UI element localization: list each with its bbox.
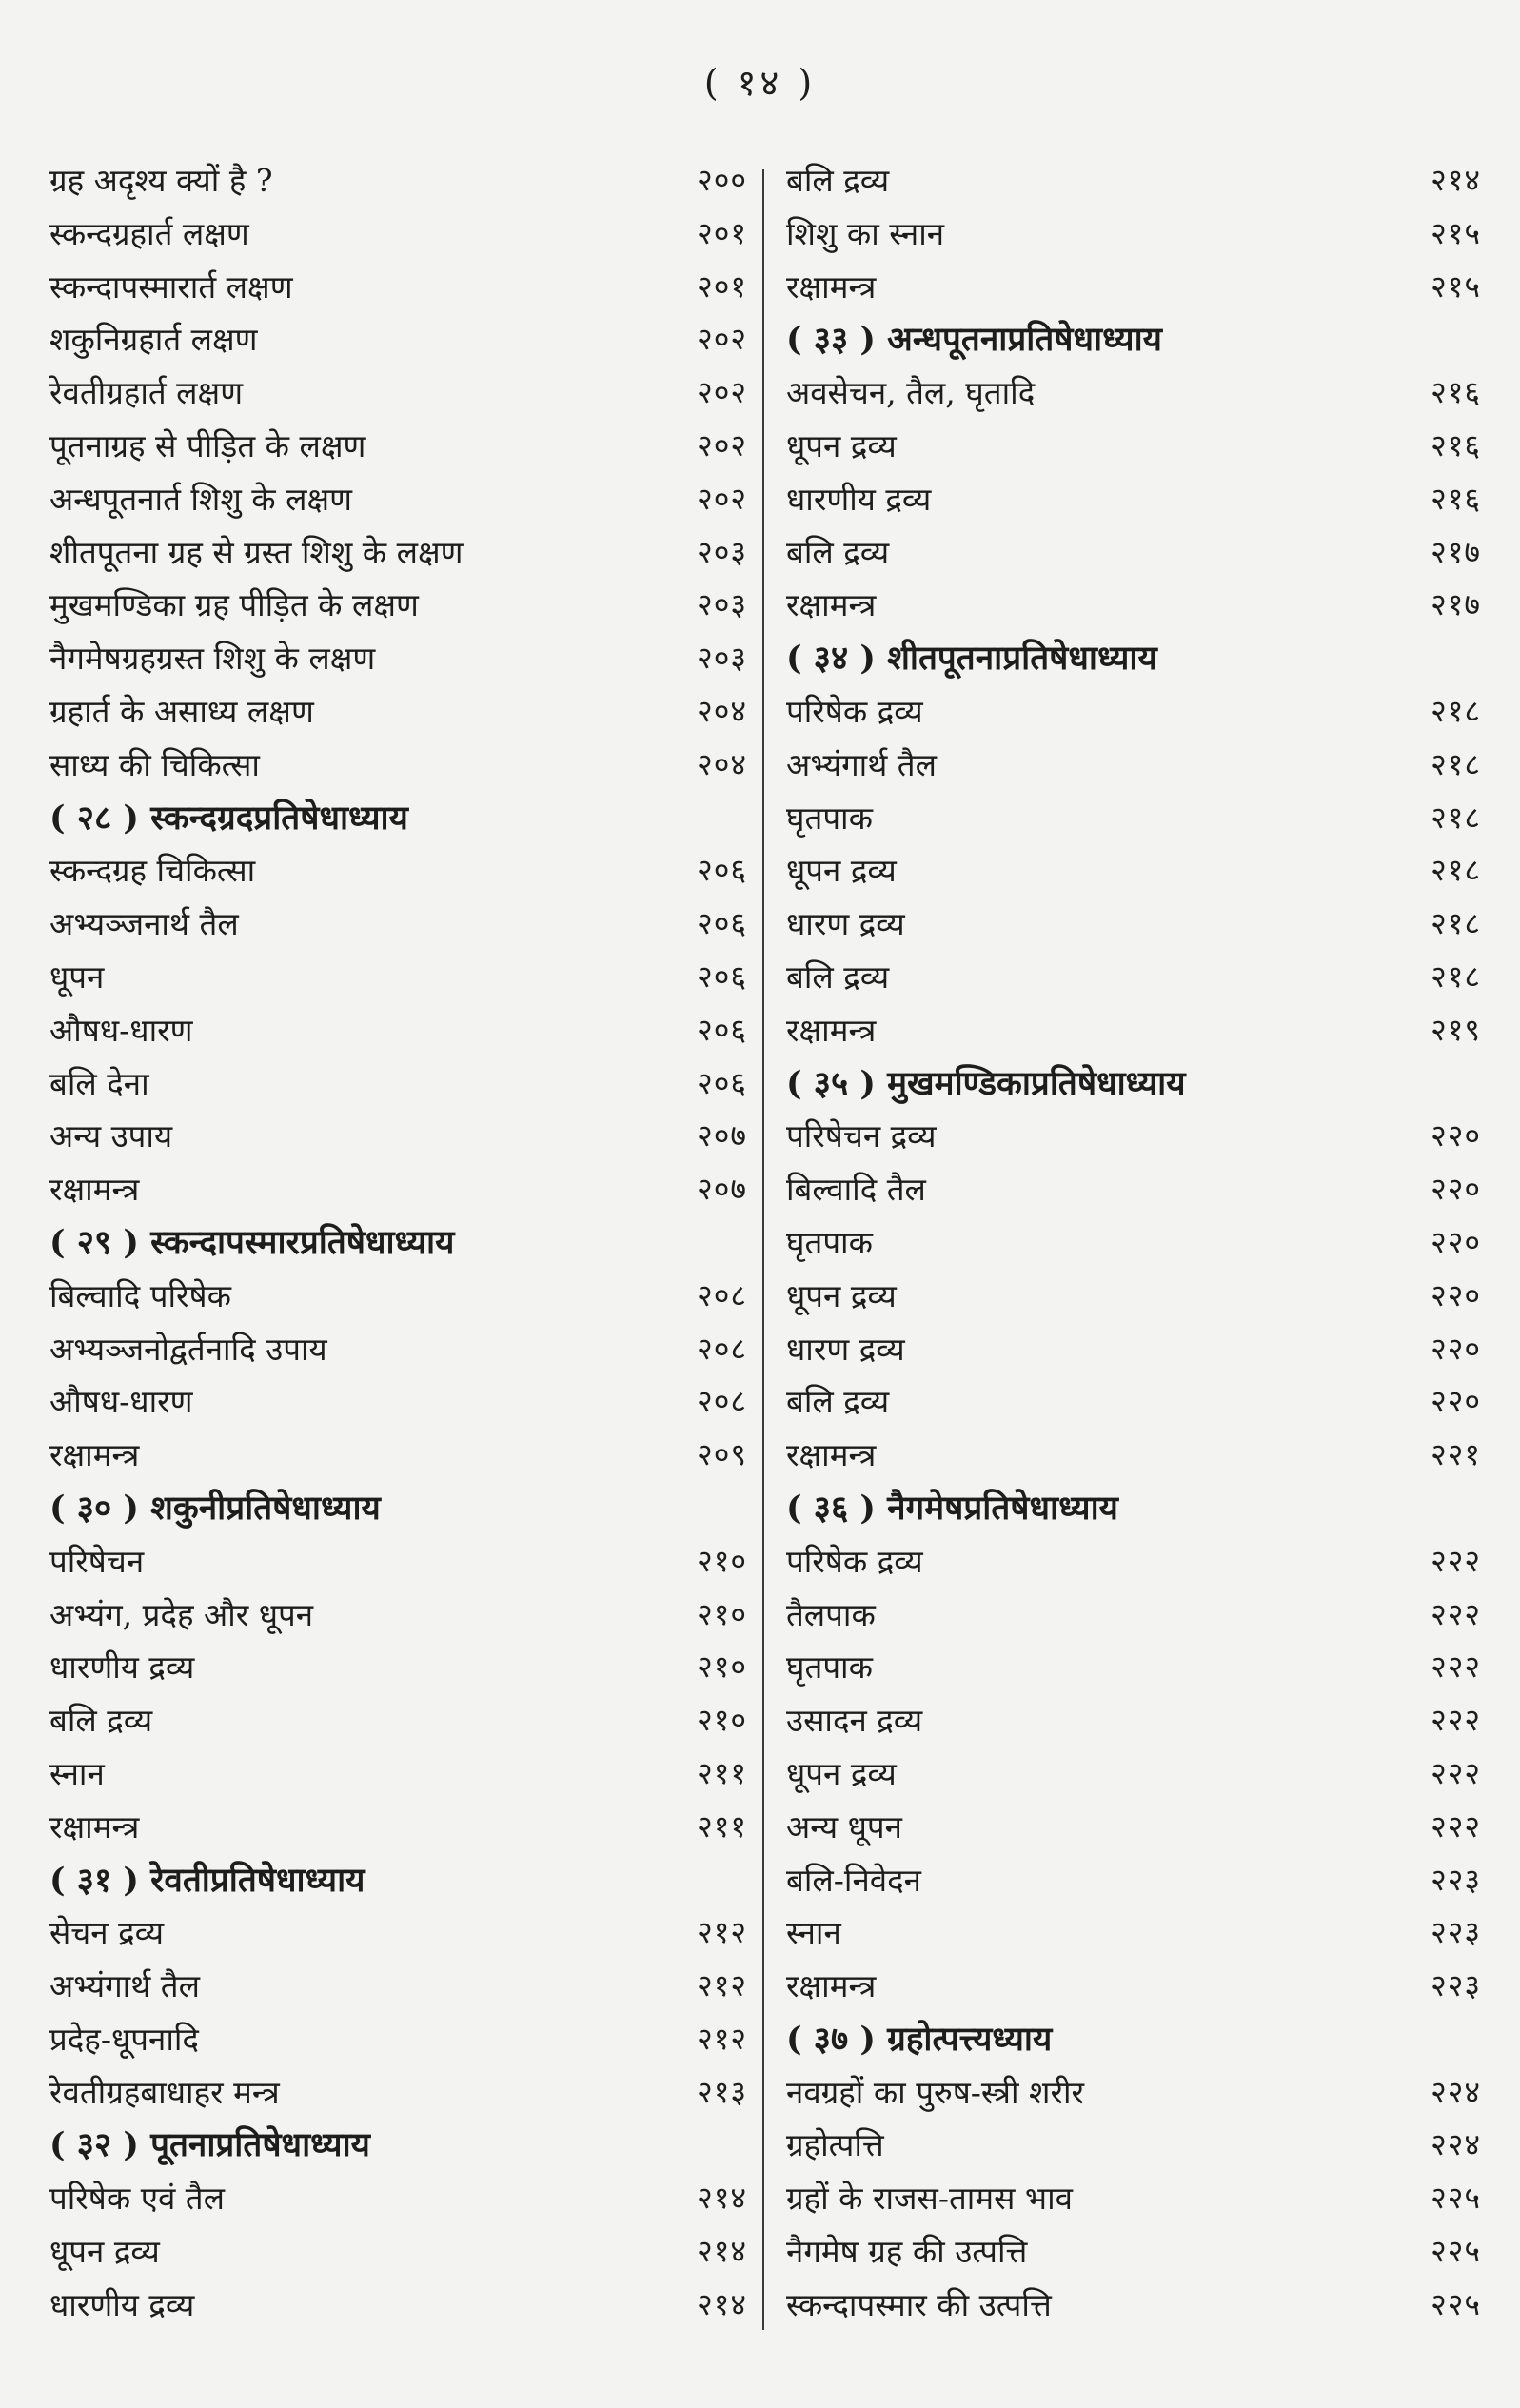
entry-title: बलि देना <box>49 1064 149 1102</box>
toc-entry <box>49 2013 747 2066</box>
entry-page-number: २१४ <box>697 2180 747 2217</box>
toc-entry <box>786 685 1481 739</box>
toc-entry <box>49 1323 747 1376</box>
entry-title: रक्षामन्त्र <box>49 1436 140 1474</box>
entry-title: घृतपाक <box>786 799 873 837</box>
entry-title: बलि द्रव्य <box>786 533 890 571</box>
toc-entry <box>49 2066 747 2120</box>
toc-entry <box>786 951 1481 1004</box>
entry-title: सेचन द्रव्य <box>49 1914 165 1952</box>
toc-entry <box>49 1535 747 1589</box>
entry-title: धूपन <box>49 957 105 996</box>
toc-entry <box>786 1429 1481 1482</box>
entry-page-number: २१६ <box>1431 374 1481 411</box>
entry-page-number: २०८ <box>697 1330 747 1367</box>
entry-page-number: २०२ <box>697 480 747 517</box>
entry-title: बलि द्रव्य <box>786 162 890 199</box>
entry-page-number: २१८ <box>1431 692 1481 729</box>
entry-page-number: २१४ <box>697 2285 747 2322</box>
toc-entry <box>49 1906 747 1960</box>
toc-entry <box>49 739 747 792</box>
entry-title: साध्य की चिकित्सा <box>49 745 260 783</box>
entry-title: परिषेक द्रव्य <box>786 692 923 730</box>
entry-title: धूपन द्रव्य <box>49 2233 160 2271</box>
entry-title: अभ्यंगार्थ तैल <box>49 1967 200 2005</box>
entry-page-number: २०३ <box>697 586 747 623</box>
entry-title: बलि-निवेदन <box>786 1861 921 1899</box>
chapter-title: ( ३० ) शकुनीप्रतिषेधाध्याय <box>49 1488 381 1528</box>
entry-page-number: २१२ <box>697 2020 747 2057</box>
entry-title: ग्रहोत्पत्ति <box>786 2126 884 2164</box>
entry-page-number: २१८ <box>1431 905 1481 942</box>
toc-entry <box>49 1960 747 2013</box>
entry-title: प्रदेह-धूपनादि <box>49 2020 199 2058</box>
toc-entry <box>786 1801 1481 1854</box>
entry-title: रेवतीग्रहबाधाहर मन्त्र <box>49 2073 280 2111</box>
toc-entry <box>786 898 1481 951</box>
toc-entry <box>49 898 747 951</box>
entry-page-number: २०१ <box>697 214 747 251</box>
entry-page-number: २०६ <box>697 1064 747 1101</box>
entry-page-number: २०८ <box>697 1276 747 1313</box>
entry-title: धूपन द्रव्य <box>786 1754 897 1792</box>
toc-entry <box>786 792 1481 845</box>
toc-entry <box>786 2066 1481 2120</box>
toc-entry <box>49 685 747 739</box>
entry-page-number: २१९ <box>1431 1011 1481 1048</box>
entry-title: धूपन द्रव्य <box>786 1276 897 1314</box>
toc-entry <box>786 207 1481 261</box>
toc-entry <box>786 1641 1481 1694</box>
entry-title: घृतपाक <box>786 1648 873 1687</box>
entry-title: परिषेचन <box>49 1542 145 1580</box>
entry-title: शकुनिग्रहार्त लक्षण <box>49 321 258 359</box>
entry-title: स्कन्दापस्मार की उत्पत्ति <box>786 2285 1052 2323</box>
entry-page-number: २०६ <box>697 957 747 995</box>
entry-title: बलि द्रव्य <box>786 1383 890 1421</box>
entry-title: औषध-धारण <box>49 1011 193 1049</box>
entry-title: रक्षामन्त्र <box>786 1011 877 1049</box>
toc-entry <box>49 1110 747 1163</box>
entry-title: स्कन्दग्रहार्त लक्षण <box>49 214 249 252</box>
entry-page-number: २०० <box>697 162 747 198</box>
entry-title: धारण द्रव्य <box>786 1330 905 1368</box>
entry-title: स्नान <box>786 1914 841 1952</box>
toc-entry <box>49 1429 747 1482</box>
entry-page-number: २०७ <box>697 1117 747 1155</box>
toc-entry <box>49 1163 747 1216</box>
entry-title: औषध-धारण <box>49 1383 193 1421</box>
chapter-heading <box>49 2119 747 2172</box>
toc-entry <box>49 261 747 314</box>
entry-page-number: २२० <box>1431 1276 1481 1313</box>
entry-page-number: २०२ <box>697 374 747 411</box>
entry-title: नैगमेष ग्रह की उत्पत्ति <box>786 2233 1028 2271</box>
entry-title: तैलपाक <box>786 1595 876 1633</box>
entry-title: ग्रहार्त के असाध्य लक्षण <box>49 692 314 730</box>
toc-entry <box>49 1747 747 1801</box>
entry-page-number: २२२ <box>1431 1807 1481 1845</box>
toc-entry <box>786 2119 1481 2172</box>
toc-entry <box>49 207 747 261</box>
entry-title: धारणीय द्रव्य <box>786 480 932 518</box>
toc-right-column <box>786 154 1481 2332</box>
toc-entry <box>786 1110 1481 1163</box>
toc-left-column <box>49 154 747 2332</box>
toc-entry <box>786 526 1481 580</box>
toc-entry <box>786 1854 1481 1907</box>
entry-title: उसादन द्रव्य <box>786 1702 923 1740</box>
entry-page-number: २१४ <box>697 2233 747 2270</box>
entry-page-number: २२० <box>1431 1171 1481 1208</box>
entry-title: नवग्रहों का पुरुष-स्त्री शरीर <box>786 2073 1084 2111</box>
entry-page-number: २१० <box>697 1648 747 1686</box>
entry-title: अन्य धूपन <box>786 1807 902 1845</box>
entry-title: धारणीय द्रव्य <box>49 1648 195 1687</box>
toc-entry <box>49 951 747 1004</box>
toc-entry <box>49 420 747 473</box>
entry-page-number: २०२ <box>697 321 747 358</box>
entry-title: अन्धपूतनार्त शिशु के लक्षण <box>49 480 353 518</box>
entry-page-number: २२० <box>1431 1330 1481 1367</box>
entry-page-number: २२३ <box>1431 1861 1481 1898</box>
entry-title: परिषेक एवं तैल <box>49 2180 225 2218</box>
entry-page-number: २१२ <box>697 1967 747 2004</box>
toc-entry <box>786 473 1481 526</box>
entry-page-number: २१६ <box>1431 480 1481 517</box>
toc-entry <box>786 261 1481 314</box>
toc-entry <box>786 1270 1481 1323</box>
entry-title: ग्रह अदृश्य क्यों है ? <box>49 162 273 199</box>
entry-title: मुखमण्डिका ग्रह पीड़ित के लक्षण <box>49 586 419 624</box>
entry-title: घृतपाक <box>786 1223 873 1261</box>
chapter-heading <box>49 1482 747 1535</box>
entry-page-number: २११ <box>697 1807 747 1845</box>
entry-title: रक्षामन्त्र <box>49 1171 140 1209</box>
chapter-title: ( ३१ ) रेवतीप्रतिषेधाध्याय <box>49 1860 365 1900</box>
entry-title: रक्षामन्त्र <box>786 586 877 624</box>
entry-page-number: २२५ <box>1431 2233 1481 2270</box>
entry-page-number: २२१ <box>1431 1436 1481 1473</box>
chapter-heading <box>49 1216 747 1270</box>
entry-page-number: २२३ <box>1431 1914 1481 1951</box>
entry-page-number: २२२ <box>1431 1595 1481 1632</box>
toc-entry <box>49 526 747 580</box>
toc-entry <box>786 1323 1481 1376</box>
entry-title: अभ्यञ्जनोद्वर्तनादि उपाय <box>49 1330 327 1368</box>
chapter-heading <box>49 1854 747 1907</box>
column-divider <box>762 169 764 2330</box>
entry-title: अभ्यंग, प्रदेह और धूपन <box>49 1595 314 1633</box>
chapter-title: ( ३६ ) नैगमेषप्रतिषेधाध्याय <box>786 1488 1118 1528</box>
entry-page-number: २०६ <box>697 852 747 889</box>
chapter-title: ( २९ ) स्कन्दापस्मारप्रतिषेधाध्याय <box>49 1222 455 1262</box>
entry-page-number: २२२ <box>1431 1754 1481 1791</box>
toc-entry <box>49 1694 747 1747</box>
chapter-heading <box>786 1482 1481 1535</box>
entry-title: धारण द्रव्य <box>786 905 905 943</box>
page-number: ( १४ ) <box>703 62 817 104</box>
toc-entry <box>786 420 1481 473</box>
entry-page-number: २१८ <box>1431 799 1481 836</box>
toc-entry <box>786 579 1481 632</box>
toc-entry <box>786 1694 1481 1747</box>
entry-page-number: २२३ <box>1431 1967 1481 2004</box>
entry-title: धारणीय द्रव्य <box>49 2285 195 2323</box>
entry-page-number: २११ <box>697 1754 747 1791</box>
entry-title: परिषेचन द्रव्य <box>786 1117 937 1155</box>
entry-title: धूपन द्रव्य <box>786 852 897 890</box>
entry-title: शिशु का स्नान <box>786 214 945 252</box>
entry-title: रक्षामन्त्र <box>786 1967 877 2005</box>
entry-page-number: २२४ <box>1431 2126 1481 2163</box>
toc-entry <box>49 2172 747 2225</box>
chapter-title: ( ३४ ) शीतपूतनाप्रतिषेधाध्याय <box>786 639 1157 679</box>
entry-title: स्कन्दग्रह चिकित्सा <box>49 852 256 890</box>
toc-entry <box>786 739 1481 792</box>
toc-entry <box>786 2225 1481 2279</box>
entry-page-number: २२२ <box>1431 1542 1481 1579</box>
entry-title: अभ्यञ्जनार्थ तैल <box>49 905 239 943</box>
entry-page-number: २१८ <box>1431 745 1481 782</box>
entry-title: अभ्यंगार्थ तैल <box>786 745 937 783</box>
toc-entry <box>786 1004 1481 1057</box>
toc-entry <box>786 1747 1481 1801</box>
entry-page-number: २१७ <box>1431 533 1481 570</box>
entry-page-number: २०६ <box>697 905 747 942</box>
entry-page-number: २१५ <box>1431 214 1481 251</box>
toc-entry <box>786 1216 1481 1270</box>
chapter-title: ( २८ ) स्कन्दग्रदप्रतिषेधाध्याय <box>49 798 408 838</box>
toc-entry <box>49 1057 747 1111</box>
entry-page-number: २२० <box>1431 1383 1481 1420</box>
toc-entry <box>49 632 747 685</box>
entry-title: स्नान <box>49 1754 105 1792</box>
entry-title: रेवतीग्रहार्त लक्षण <box>49 374 244 412</box>
chapter-title: ( ३२ ) पूतनाप्रतिषेधाध्याय <box>49 2125 370 2165</box>
entry-page-number: २०८ <box>697 1383 747 1420</box>
chapter-heading <box>786 632 1481 685</box>
toc-entry <box>49 2279 747 2332</box>
entry-title: अन्य उपाय <box>49 1117 173 1155</box>
toc-entry <box>786 1960 1481 2013</box>
entry-page-number: २१५ <box>1431 267 1481 305</box>
chapter-title: ( ३७ ) ग्रहोत्पत्त्यध्याय <box>786 2019 1053 2059</box>
toc-entry <box>49 1801 747 1854</box>
entry-page-number: २०४ <box>697 692 747 729</box>
entry-page-number: २०७ <box>697 1171 747 1208</box>
entry-title: बिल्वादि तैल <box>786 1171 926 1209</box>
entry-page-number: २०३ <box>697 533 747 570</box>
toc-entry <box>49 1004 747 1057</box>
toc-entry <box>49 2225 747 2279</box>
entry-page-number: २१२ <box>697 1914 747 1951</box>
toc-entry <box>786 1163 1481 1216</box>
entry-page-number: २२५ <box>1431 2180 1481 2217</box>
entry-page-number: २१३ <box>697 2073 747 2110</box>
toc-entry <box>786 1535 1481 1589</box>
entry-title: शीतपूतना ग्रह से ग्रस्त शिशु के लक्षण <box>49 533 464 571</box>
toc-entry <box>49 1375 747 1429</box>
toc-entry <box>786 366 1481 420</box>
toc-entry <box>786 154 1481 207</box>
entry-page-number: २२२ <box>1431 1702 1481 1739</box>
toc-entry <box>49 1589 747 1642</box>
chapter-heading <box>786 313 1481 366</box>
toc-entry <box>49 154 747 207</box>
entry-page-number: २२२ <box>1431 1648 1481 1686</box>
entry-title: परिषेक द्रव्य <box>786 1542 923 1580</box>
entry-page-number: २०४ <box>697 745 747 782</box>
toc-entry <box>49 579 747 632</box>
toc-entry <box>786 844 1481 898</box>
entry-page-number: २०१ <box>697 267 747 305</box>
entry-title: बलि द्रव्य <box>786 957 890 996</box>
entry-title: अवसेचन, तैल, घृतादि <box>786 374 1036 412</box>
toc-entry <box>786 1906 1481 1960</box>
chapter-heading <box>786 2013 1481 2066</box>
entry-page-number: २१६ <box>1431 426 1481 464</box>
entry-page-number: २०३ <box>697 640 747 677</box>
entry-title: रक्षामन्त्र <box>786 1436 877 1474</box>
entry-page-number: २२५ <box>1431 2285 1481 2322</box>
entry-page-number: २०९ <box>697 1436 747 1473</box>
entry-page-number: २१० <box>697 1595 747 1632</box>
entry-title: रक्षामन्त्र <box>786 267 877 306</box>
toc-entry <box>786 1375 1481 1429</box>
toc-entry <box>49 366 747 420</box>
entry-title: बिल्वादि परिषेक <box>49 1276 231 1314</box>
entry-page-number: २२० <box>1431 1223 1481 1260</box>
entry-page-number: २१८ <box>1431 957 1481 995</box>
entry-page-number: २१० <box>697 1542 747 1579</box>
toc-entry <box>49 1641 747 1694</box>
entry-page-number: २१४ <box>1431 162 1481 198</box>
toc-entry <box>786 1589 1481 1642</box>
toc-entry <box>49 313 747 366</box>
entry-title: धूपन द्रव्य <box>786 426 897 464</box>
entry-title: नैगमेषग्रहग्रस्त शिशु के लक्षण <box>49 640 376 678</box>
entry-page-number: २०६ <box>697 1011 747 1048</box>
entry-page-number: २०२ <box>697 426 747 464</box>
entry-page-number: २२४ <box>1431 2073 1481 2110</box>
toc-entry <box>786 2172 1481 2225</box>
entry-page-number: २१८ <box>1431 852 1481 889</box>
chapter-title: ( ३५ ) मुखमण्डिकाप्रतिषेधाध्याय <box>786 1063 1186 1103</box>
entry-title: रक्षामन्त्र <box>49 1807 140 1845</box>
toc-entry <box>49 1270 747 1323</box>
toc-entry <box>49 844 747 898</box>
toc-entry <box>786 2279 1481 2332</box>
chapter-heading <box>786 1057 1481 1111</box>
chapter-heading <box>49 792 747 845</box>
toc-entry <box>49 473 747 526</box>
entry-title: पूतनाग्रह से पीड़ित के लक्षण <box>49 426 366 464</box>
entry-page-number: २१७ <box>1431 586 1481 623</box>
entry-page-number: २२० <box>1431 1117 1481 1155</box>
entry-title: ग्रहों के राजस-तामस भाव <box>786 2180 1073 2218</box>
chapter-title: ( ३३ ) अन्धपूतनाप्रतिषेधाध्याय <box>786 320 1162 360</box>
entry-title: बलि द्रव्य <box>49 1702 153 1740</box>
entry-title: स्कन्दापस्मारार्त लक्षण <box>49 267 293 306</box>
entry-page-number: २१० <box>697 1702 747 1739</box>
